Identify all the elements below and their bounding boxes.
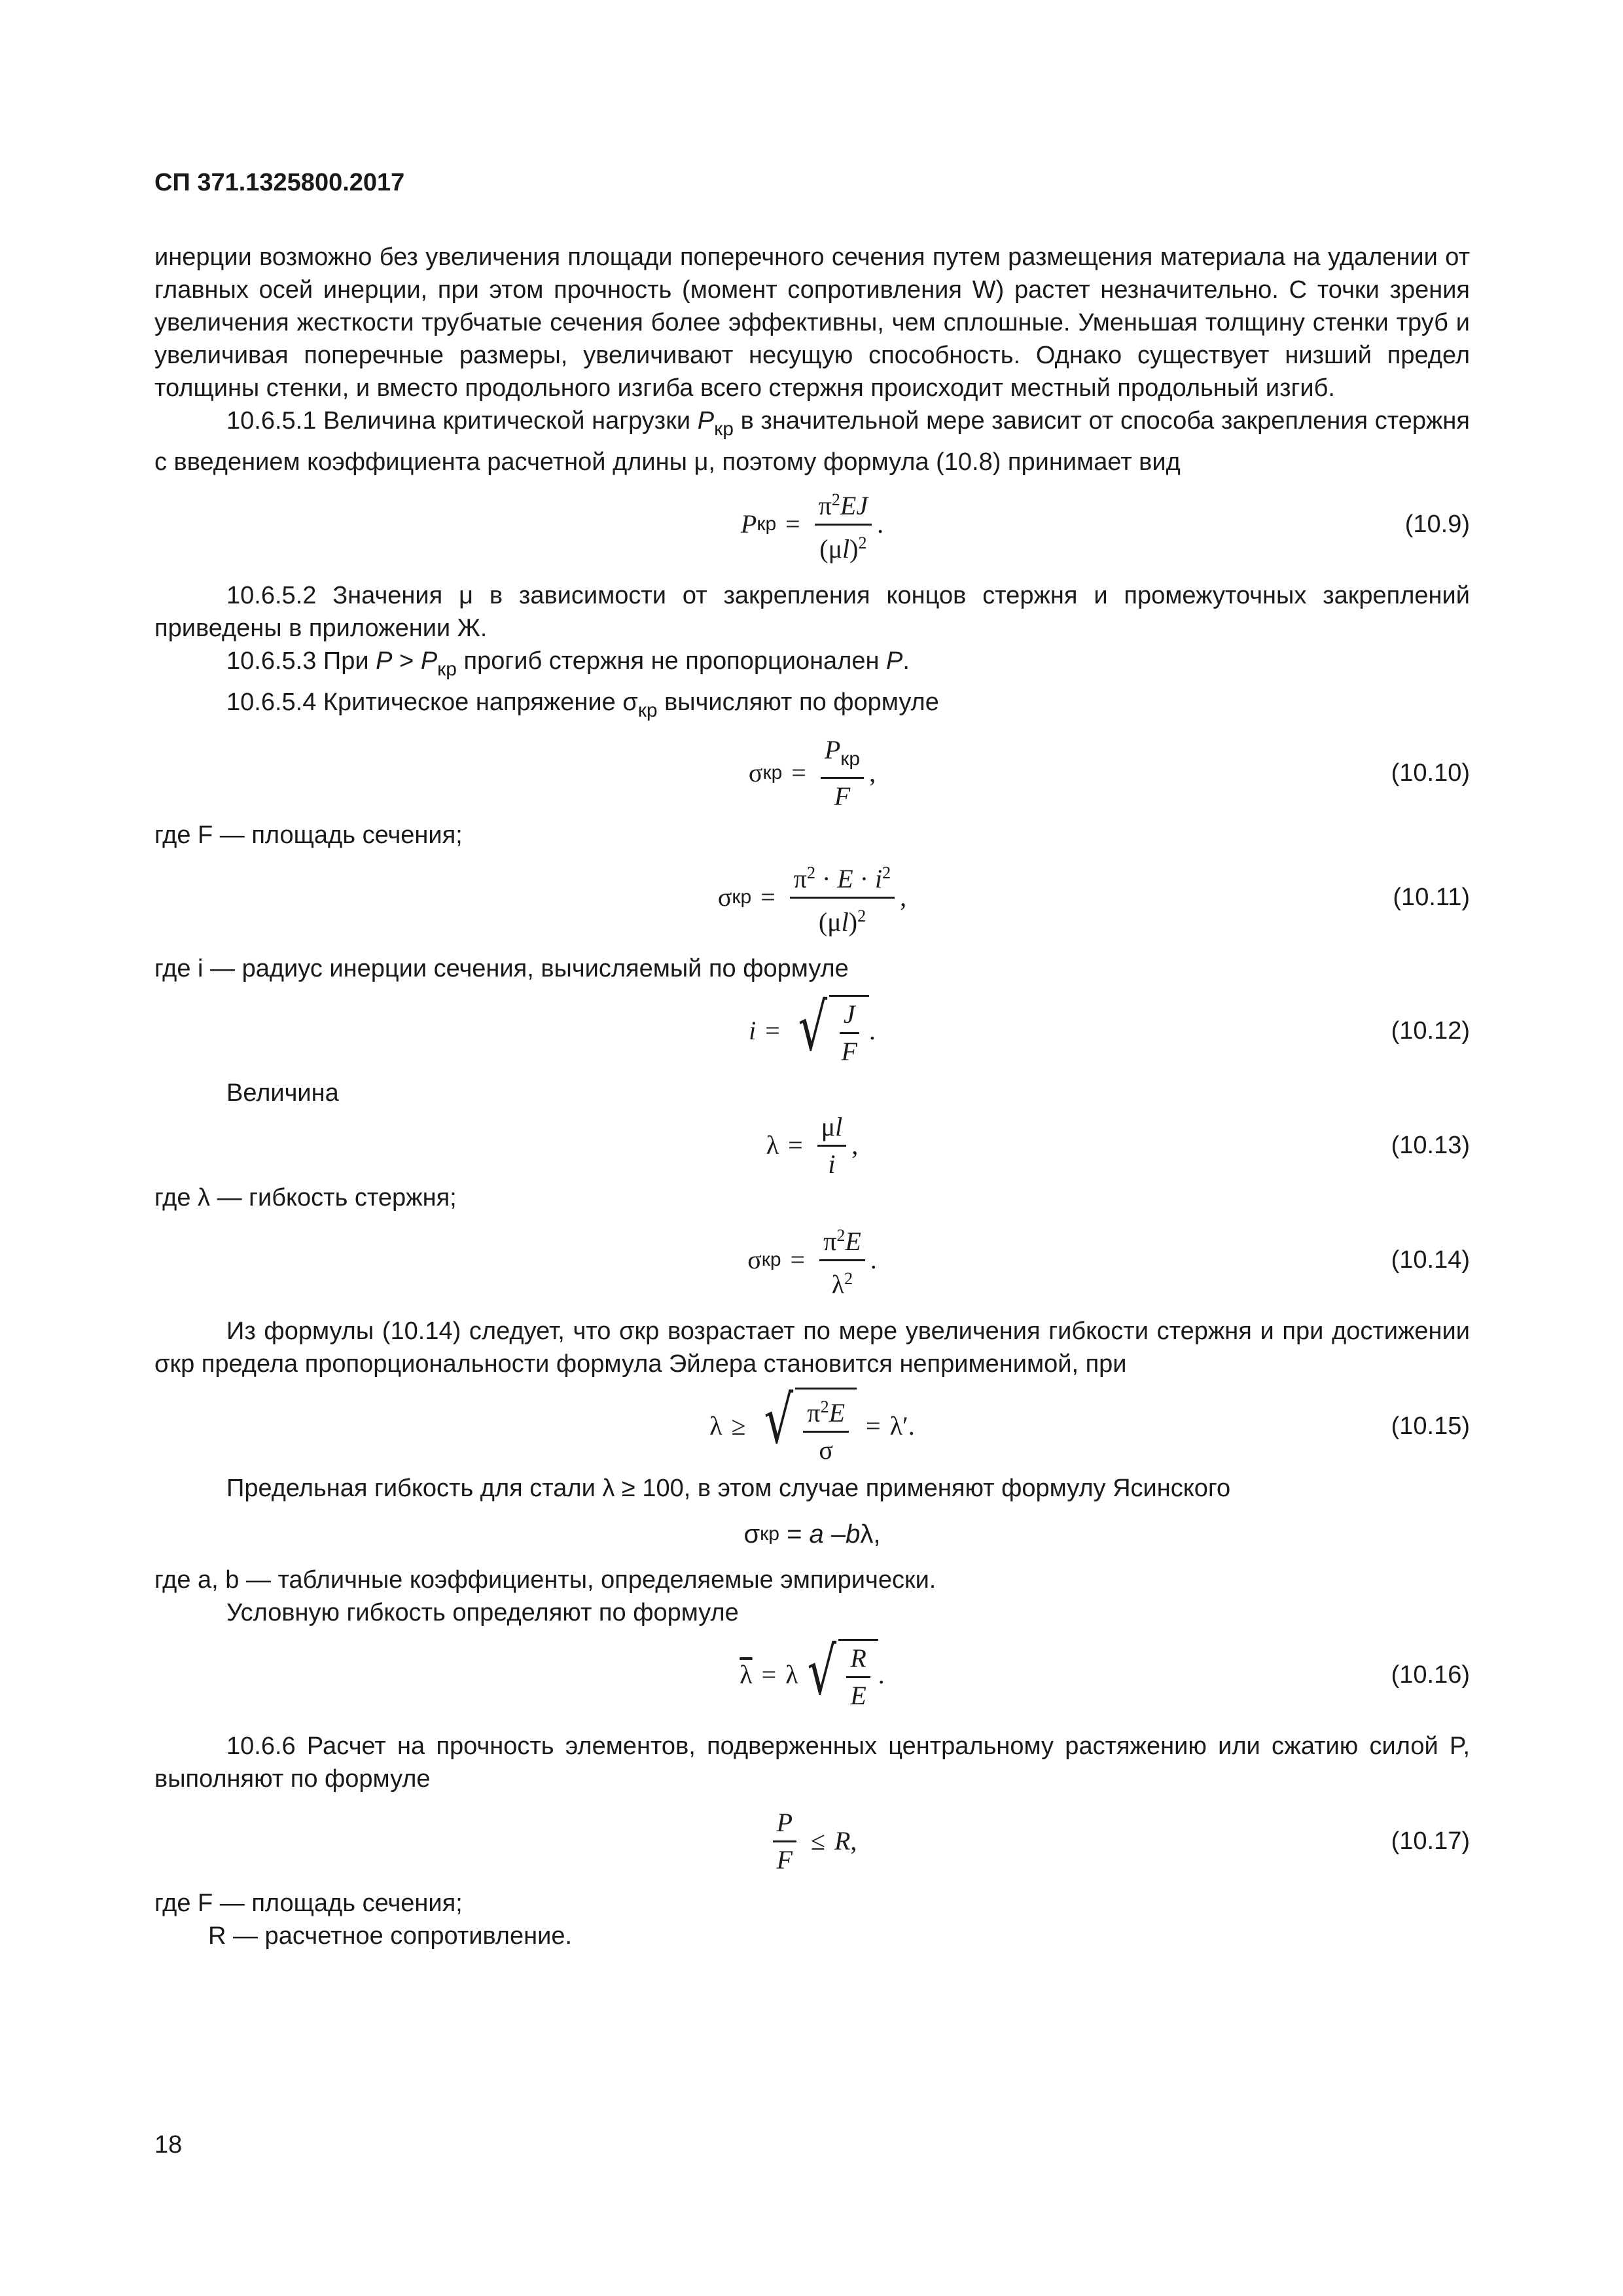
subscript-kr: кр xyxy=(437,658,457,680)
subscript-kr: кр xyxy=(757,513,777,535)
where-F: где F — площадь сечения; xyxy=(154,821,463,849)
velichina-text: Величина xyxy=(226,1079,339,1107)
paragraph-inertia xyxy=(154,241,1470,404)
where-F-2: где F — площадь сечения; xyxy=(154,1890,463,1917)
subscript-kr: кр xyxy=(762,762,783,783)
equation-10-9: P кр = $\frac{\pi^2EJ}{(\mu l)^2}$ . (10.9) xyxy=(154,478,1470,570)
equation-number: (10.10) xyxy=(1391,759,1470,787)
paragraph-10-6-5-4 xyxy=(154,686,1470,727)
paragraph-10-6-5-4-start: 10.6.5.4 Критическое напряжение σ xyxy=(226,689,638,716)
where-ab: где a, b — табличные коэффициенты, определяемые эмпирически. xyxy=(154,1566,936,1594)
equation-10-12: i = √ $\frac{J}{F}$ . (10.12) xyxy=(749,989,1470,1066)
subscript-kr: кр xyxy=(637,700,658,721)
equation-10-16: $\overline{\lambda}$ = λ √ $\frac{R}{E}$ . (10.16) xyxy=(740,1633,1470,1710)
equation-number: (10.14) xyxy=(1391,1246,1470,1274)
subscript-kr: кр xyxy=(761,1249,781,1270)
document-body xyxy=(154,241,1470,1952)
subscript-kr: кр xyxy=(840,747,861,770)
equation-number: (10.13) xyxy=(1391,1132,1470,1159)
where-i: где i — радиус инерции сечения, вычисляемый по формуле xyxy=(154,955,849,982)
equation-number: (10.9) xyxy=(1404,511,1470,538)
paragraph-iz-formuly: Из формулы (10.14) следует, что σкр возрастает по мере увеличения гибкости стержня и при достижении σкр предела пропорциональности формула Эйлера становится неприменимой, при xyxy=(154,1318,1470,1378)
subscript-kr: кр xyxy=(714,418,734,440)
paragraph-10-6-5-1-start: 10.6.5.1 Величина критической нагрузки xyxy=(226,407,698,435)
subscript-kr: кр xyxy=(760,1523,779,1545)
paragraph-10-6-5-3-end: прогиб стержня не пропорционален xyxy=(456,647,887,675)
equation-10-13: λ = $\frac{\mu l}{i}$ , (10.13) xyxy=(766,1111,1470,1179)
paragraph-uslovnaya: Условную гибкость определяют по формуле xyxy=(226,1599,739,1626)
paragraph-inertia-text: инерции возможно без увеличения площади поперечного сечения путем размещения материала на удалении от главных осей инерции, при этом прочность (момент сопротивления W) растет незначительно. С точки зрения увеличения жесткости трубчатые сечения более эффективны, чем сплошные. Уменьшая толщину стенки труб и увеличивая поперечные размеры, увеличивают несущую способность. Однако существует низший предел толщины стенки, и вместо продольного изгиба всего стержня происходит местный продольный изгиб. xyxy=(154,243,1470,402)
paragraph-10-6-5-1: 10.6.5.1 Величина критической нагрузки $P_{кр}$ в значительной мере зависит от способа закрепления стержня с введением коэффициента расчетной длины μ, поэтому формула (10.8) принимает вид xyxy=(154,407,1470,476)
paragraph-10-6-5-3: 10.6.5.3 При $P > P_{кр}$ прогиб стержня не пропорционален P. xyxy=(226,647,910,680)
paragraph-10-6-5-3-start: 10.6.5.3 При xyxy=(226,647,376,675)
equation-10-11: σ кр = $\frac{\pi^2 \cdot E \cdot i^2}{(\mu l)^2}$ , (10.11) xyxy=(154,852,1470,943)
paragraph-10-6-5-2: 10.6.5.2 Значения μ в зависимости от закрепления концов стержня и промежуточных закреплений приведены в приложении Ж. xyxy=(154,582,1470,642)
equation-number: (10.15) xyxy=(1391,1412,1470,1440)
paragraph-10-6-6: 10.6.6 Расчет на прочность элементов, подверженных центральному растяжению или сжатию силой P, выполняют по формуле xyxy=(154,1732,1470,1793)
paragraph-10-6-5-4-end: вычисляют по формуле xyxy=(657,689,939,716)
equation-yasinsky: σ кр = a – b λ, xyxy=(154,1505,1470,1564)
equation-number: (10.12) xyxy=(1391,1017,1470,1045)
paragraph-predelnaya: Предельная гибкость для стали λ ≥ 100, в этом случае применяют формулу Ясинского xyxy=(226,1475,1231,1502)
equation-10-17: $\frac{P}{F}$ ≤ R , (10.17) xyxy=(154,1795,1470,1887)
paragraph-10-6-5-1-end: в значительной мере зависит от способа закрепления стержня с введением коэффициента расчетной длины μ, поэтому формула (10.8) принимает вид xyxy=(154,407,1470,476)
where-lambda: где λ — гибкость стержня; xyxy=(154,1184,457,1211)
equation-10-10: σ кр = $\frac{P_{кр}}{F}$ , (10.10) xyxy=(748,734,1470,811)
equation-number: (10.11) xyxy=(1393,884,1470,911)
document-header: СП 371.1325800.2017 xyxy=(154,169,405,196)
equation-10-14: σ кр = $\frac{\pi^2E}{\lambda^2}$ . (10.14) xyxy=(154,1214,1470,1306)
where-R: R — расчетное сопротивление. xyxy=(208,1922,573,1950)
page-number: 18 xyxy=(154,2131,183,2159)
equation-number: (10.16) xyxy=(1391,1661,1470,1689)
subscript-kr: кр xyxy=(732,886,752,908)
equation-10-15: λ ≥ √ $\frac{\pi^2E}{\sigma}$ = λ′. (10.15) xyxy=(709,1381,1470,1465)
equation-number: (10.17) xyxy=(1391,1827,1470,1855)
